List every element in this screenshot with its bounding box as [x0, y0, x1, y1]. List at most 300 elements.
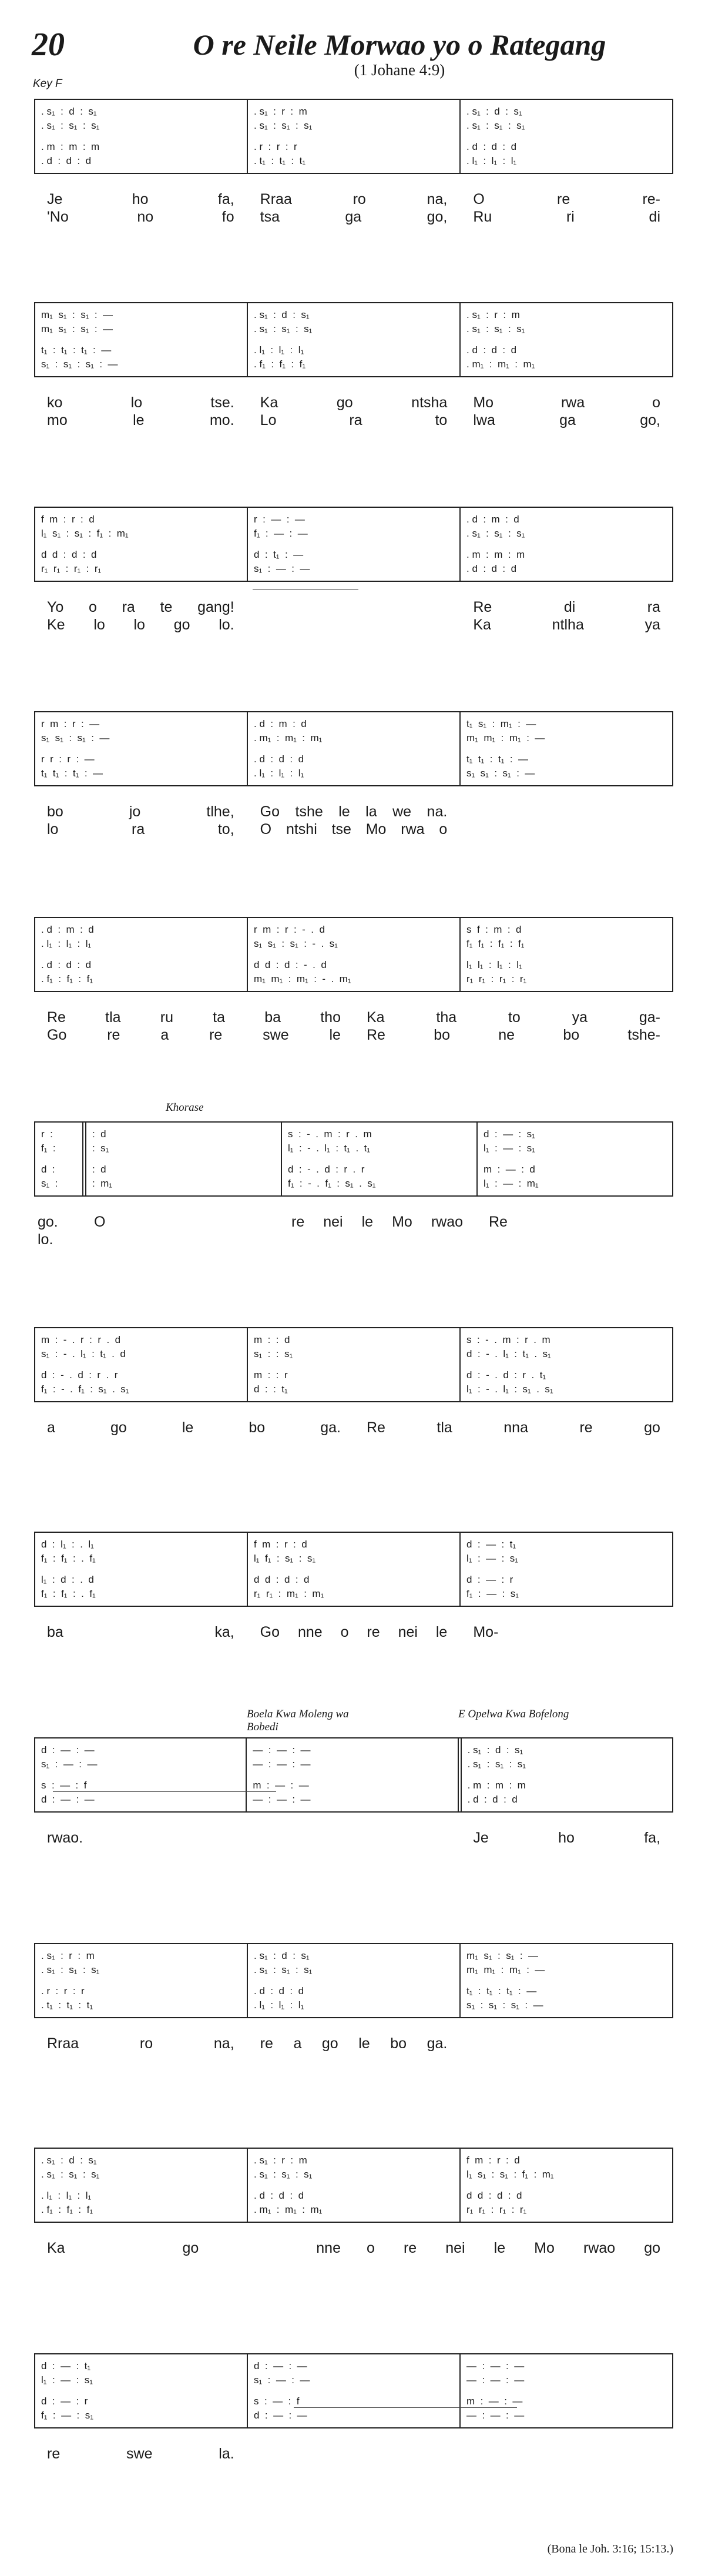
voice-row: s₁ : s₁ : s₁ : —: [466, 1999, 543, 2011]
voice-row: . s₁ : d : s₁: [254, 1950, 310, 1961]
syllable: ho: [132, 191, 149, 207]
syllable: le: [182, 1419, 194, 1436]
voice-row: . d : m : d: [41, 924, 94, 935]
voice-row: t₁ s₁ : m₁ : —: [466, 718, 536, 729]
lyric-line: [34, 411, 673, 429]
syllable: bo: [47, 803, 63, 820]
syllable: nei: [323, 1214, 343, 1230]
voice-row: — : — : —: [466, 2360, 525, 2371]
footer-reference: (Bona le Joh. 3:16; 15:13.): [547, 2542, 673, 2555]
syllable: Mo: [392, 1214, 412, 1230]
syllable: ntsha: [411, 394, 448, 411]
voice-row: l₁ s₁ : s₁ : f₁ : m₁: [41, 528, 129, 539]
voice-row: d : - . d : r . r: [288, 1164, 365, 1175]
lyric-measure: [460, 190, 673, 208]
syllable: tsa: [260, 209, 280, 225]
lyric-measure: [247, 208, 461, 226]
measure: [82, 1123, 281, 1195]
voice-row: f₁ : f₁ : . f₁: [41, 1553, 96, 1564]
voice-row: . d : d : d: [254, 2190, 304, 2201]
lyric-measure: [34, 411, 247, 429]
lyric-measure: [460, 820, 673, 838]
syllable: O: [94, 1214, 106, 1230]
voice-row: . m₁ : m₁ : m₁: [254, 732, 323, 743]
voice-row: — : — : —: [253, 1794, 311, 1805]
lyric-measure: [247, 616, 461, 634]
voice-row: m : — : d: [484, 1164, 535, 1175]
syllable: swe: [126, 2446, 153, 2462]
syllable: go,: [640, 412, 660, 428]
voice-row: r m : r : —: [41, 718, 100, 729]
syllable: fa,: [217, 191, 234, 207]
syllable: ntshi: [286, 821, 317, 838]
lyric-measure: [34, 1026, 354, 1044]
syllable: Re: [47, 1009, 66, 1026]
syllable: lo.: [219, 617, 234, 633]
voice-row: r₁ r₁ : r₁ : r₁: [466, 973, 527, 984]
voice-row: d : : t₁: [254, 1384, 288, 1395]
syllable: le: [494, 2240, 506, 2256]
voice-row: s₁ : — : —: [254, 2374, 310, 2386]
syllable: to: [435, 412, 448, 428]
measure: [247, 918, 459, 991]
lyric-line: [34, 803, 673, 820]
measure: [459, 918, 672, 991]
voice-row: . l₁ : l₁ : l₁: [254, 768, 304, 779]
voice-row: . s₁ : s₁ : s₁: [254, 2169, 313, 2180]
syllable: ya: [644, 617, 660, 633]
syllable: o: [89, 599, 97, 615]
syllable: re: [260, 2035, 273, 2052]
syllable: Lo: [260, 412, 277, 428]
syllable: bo: [390, 2035, 407, 2052]
voice-row: s₁ : : s₁: [254, 1348, 293, 1359]
voice-row: . m : m : m: [466, 549, 525, 560]
lyric-measure: [34, 616, 247, 634]
syllable: O: [473, 191, 485, 207]
voice-row: . d : d : d: [254, 753, 304, 765]
measure: [459, 508, 672, 581]
measure: [35, 2149, 247, 2222]
voice-row: s₁ : - . l₁ : t₁ . d: [41, 1348, 126, 1359]
syllable: we: [392, 803, 412, 820]
syllable: ba: [264, 1009, 281, 1026]
lyric-line: [34, 1829, 673, 1847]
voice-row: s₁ s₁ : s₁ : —: [41, 732, 110, 743]
syllable: Go: [47, 1027, 67, 1043]
syllable: o: [652, 394, 660, 411]
lyric-measure: [460, 2035, 673, 2052]
measure: [247, 100, 459, 173]
voice-row: s : — : f: [254, 2396, 300, 2407]
syllable: tshe-: [627, 1027, 660, 1043]
syllable: gang!: [197, 599, 234, 615]
lyric-measure: [460, 1829, 673, 1847]
lyric-measure: [34, 1231, 81, 1248]
voice-row: t₁ : t₁ : t₁ : —: [466, 1985, 537, 1997]
measure: [247, 2354, 459, 2427]
voice-row: . s₁ : d : s₁: [254, 309, 310, 320]
syllable: ra: [122, 599, 135, 615]
voice-row: . d : d : d: [254, 1985, 304, 1997]
voice-row: . d : d : d: [467, 1794, 518, 1805]
voice-row: . d : d : d: [41, 155, 92, 166]
lyric-measure: [460, 803, 673, 820]
measure: [459, 2149, 672, 2222]
lyric-measure: [460, 598, 673, 616]
voice-row: : s₁: [92, 1143, 109, 1154]
syllable: re: [209, 1027, 223, 1043]
voice-row: l₁ : — : s₁: [466, 1553, 518, 1564]
syllable: ya: [572, 1009, 588, 1026]
voice-row: d : — : t₁: [466, 1539, 516, 1550]
measure: [459, 1533, 672, 1606]
lyric-line: [34, 2239, 673, 2257]
voice-row: m : : r: [254, 1369, 288, 1381]
voice-row: — : — : —: [253, 1744, 311, 1756]
voice-row: . s₁ : d : s₁: [41, 2155, 97, 2166]
staff-system-6: [34, 1121, 673, 1197]
voice-row: s : — : f: [41, 1780, 87, 1791]
measure: [35, 712, 247, 785]
key-signature: Key F: [33, 78, 62, 90]
lyric-line: [34, 1623, 673, 1641]
syllable: bo: [563, 1027, 580, 1043]
voice-row: m : — : —: [253, 1780, 309, 1791]
syllable: ri: [566, 209, 575, 225]
syllable: O: [260, 821, 272, 838]
voice-row: . s₁ : s₁ : s₁: [466, 120, 525, 131]
voice-row: l₁ : d : . d: [41, 1574, 94, 1585]
measure: [247, 303, 459, 376]
voice-row: d : — : r: [466, 1574, 513, 1585]
syllable: Ke: [47, 617, 65, 633]
lyric-line: [34, 1213, 673, 1231]
syllable: Mo: [473, 394, 494, 411]
lyric-measure: [354, 2239, 673, 2257]
voice-row: d : t₁ : —: [254, 549, 304, 560]
lyric-measure: [460, 616, 673, 634]
syllable: a: [47, 1419, 55, 1436]
staff-system-2: [34, 302, 673, 377]
syllable: Mo: [365, 821, 387, 838]
syllable: lo: [47, 821, 59, 838]
voice-row: r m : r : - . d: [254, 924, 325, 935]
voice-row: r₁ r₁ : r₁ : r₁: [41, 563, 102, 574]
voice-row: l₁ s₁ : s₁ : f₁ : m₁: [466, 2169, 554, 2180]
voice-row: . d : d : d: [466, 141, 517, 152]
lyric-measure: [247, 598, 461, 616]
lyric-measure: [247, 1623, 461, 1641]
measure: [247, 2149, 459, 2222]
syllable: ra: [132, 821, 145, 838]
voice-row: . m : m : m: [41, 141, 100, 152]
syllable: le: [358, 2035, 370, 2052]
syllable: di: [563, 599, 576, 615]
syllable: rwao: [583, 2240, 616, 2256]
syllable: lo.: [38, 1231, 53, 1248]
syllable: tse: [331, 821, 351, 838]
syllable: te: [160, 599, 173, 615]
syllable: lo: [93, 617, 105, 633]
syllable: Rraa: [47, 2035, 79, 2052]
measure: [35, 2354, 247, 2427]
voice-row: r r : r : —: [41, 753, 95, 765]
syllable: la.: [219, 2446, 234, 2462]
syllable: a: [293, 2035, 302, 2052]
voice-row: . r : r : r: [41, 1985, 85, 1997]
voice-row: m₁ m₁ : m₁ : - . m₁: [254, 973, 351, 984]
syllable: nei: [398, 1624, 418, 1640]
syllable: re: [367, 1624, 380, 1640]
syllable: ga.: [427, 2035, 448, 2052]
voice-row: d : — : —: [254, 2410, 307, 2421]
lyric-line: [34, 208, 673, 226]
syllable: Je: [47, 191, 63, 207]
voice-row: . f₁ : f₁ : f₁: [41, 2204, 93, 2215]
syllable: tlhe,: [206, 803, 234, 820]
voice-row: m₁ s₁ : s₁ : —: [41, 323, 113, 334]
voice-row: . d : d : d: [466, 344, 517, 356]
syllable: ga-: [639, 1009, 660, 1026]
measure: [35, 303, 247, 376]
syllable: ka,: [214, 1624, 234, 1640]
lyric-measure: [476, 1213, 673, 1231]
syllable: ba: [47, 1624, 63, 1640]
staff-system-11: [34, 2148, 673, 2223]
lyric-line: [34, 820, 673, 838]
voice-row: m₁ s₁ : s₁ : —: [466, 1950, 539, 1961]
syllable: go.: [38, 1214, 58, 1230]
voice-row: r₁ r₁ : m₁ : m₁: [254, 1588, 324, 1599]
syllable: ru: [160, 1009, 173, 1026]
voice-row: : d: [92, 1164, 106, 1175]
measure: [35, 1328, 247, 1401]
syllable: to: [508, 1009, 521, 1026]
voice-row: . r : r : r: [254, 141, 297, 152]
syllable: ntlha: [552, 617, 584, 633]
voice-row: f₁ : — : s₁: [466, 1588, 519, 1599]
voice-row: . s₁ : s₁ : s₁: [254, 323, 313, 334]
syllable: re: [557, 191, 570, 207]
voice-row: d d : d : - . d: [254, 959, 327, 970]
syllable: rwa: [560, 394, 585, 411]
lyric-measure: [34, 208, 247, 226]
voice-row: r :: [41, 1128, 53, 1140]
voice-row: l₁ : - . l₁ : t₁ . t₁: [288, 1143, 371, 1154]
voice-row: f₁ :: [41, 1143, 56, 1154]
syllable: Mo: [534, 2240, 555, 2256]
lyric-measure: [34, 1419, 354, 1436]
syllable: nne: [316, 2240, 341, 2256]
syllable: na,: [213, 2035, 234, 2052]
voice-row: . m₁ : m₁ : m₁: [254, 2204, 323, 2215]
lyric-measure: [34, 1623, 247, 1641]
syllable: la: [365, 803, 377, 820]
first-ending-marker: Boela Kwa Moleng wa Bobedi: [247, 1708, 349, 1733]
syllable: go: [321, 2035, 338, 2052]
lyric-measure: [247, 394, 461, 411]
lyric-measure: [247, 2445, 461, 2463]
lyric-measure: [247, 1829, 461, 1847]
measure: [476, 1123, 672, 1195]
voice-row: . s₁ : s₁ : s₁: [466, 528, 525, 539]
lyric-measure: [34, 2445, 247, 2463]
syllable: Ru: [473, 209, 492, 225]
voice-row: . s₁ : r : m: [254, 2155, 307, 2166]
lyric-line: [34, 1419, 673, 1436]
voice-row: d : — : t₁: [41, 2360, 91, 2371]
syllable: tla: [105, 1009, 121, 1026]
lyric-measure: [34, 598, 247, 616]
slur-line: [53, 1791, 276, 1792]
syllable: Re: [367, 1027, 385, 1043]
staff-system-10: [34, 1943, 673, 2018]
syllable: le: [133, 412, 145, 428]
syllable: ro: [352, 191, 366, 207]
measure: [247, 1533, 459, 1606]
voice-row: d : — : s₁: [484, 1128, 535, 1140]
voice-row: . s₁ : s₁ : s₁: [41, 2169, 100, 2180]
voice-row: d : - . d : r . t₁: [466, 1369, 546, 1381]
staff-system-8: [34, 1532, 673, 1607]
voice-row: s : - . m : r . m: [466, 1334, 550, 1345]
voice-row: f m : r : d: [466, 2155, 520, 2166]
syllable: nne: [297, 1624, 323, 1640]
syllable: rwao: [431, 1214, 463, 1230]
lyric-measure: [34, 1009, 354, 1026]
voice-row: . f₁ : f₁ : f₁: [254, 359, 306, 370]
voice-row: r : — : —: [254, 514, 305, 525]
voice-row: f₁ : - . f₁ : s₁ . s₁: [288, 1178, 376, 1189]
syllable: Re: [489, 1214, 508, 1230]
lyric-measure: [34, 190, 247, 208]
lyric-measure: [460, 411, 673, 429]
syllable: Rraa: [260, 191, 292, 207]
voice-row: . s₁ : r : m: [254, 106, 307, 117]
syllable: tha: [436, 1009, 457, 1026]
syllable: o: [439, 821, 448, 838]
lyric-measure: [247, 190, 461, 208]
measure: [35, 1738, 246, 1811]
syllable: ra: [647, 599, 661, 615]
voice-row: . s₁ : s₁ : s₁: [254, 120, 313, 131]
syllable: Ka: [47, 2240, 65, 2256]
voice-row: . d : m : d: [254, 718, 307, 729]
staff-system-5: [34, 917, 673, 992]
voice-row: t₁ t₁ : t₁ : —: [41, 768, 103, 779]
syllable: na,: [427, 191, 448, 207]
voice-row: m₁ m₁ : m₁ : —: [466, 732, 545, 743]
measure: [35, 918, 247, 991]
lyric-measure: [34, 820, 247, 838]
lyric-measure: [34, 803, 247, 820]
syllable: mo.: [209, 412, 234, 428]
voice-row: s f : m : d: [466, 924, 522, 935]
staff-system-1: [34, 99, 673, 174]
syllable: lo: [130, 394, 143, 411]
syllable: tse.: [210, 394, 234, 411]
lyric-measure: [278, 1213, 476, 1231]
syllable: to,: [217, 821, 234, 838]
voice-row: . s₁ : d : s₁: [466, 106, 522, 117]
voice-row: f₁ : f₁ : . f₁: [41, 1588, 96, 1599]
slur-line: [253, 589, 358, 590]
syllable: swe: [263, 1027, 289, 1043]
syllable: Ka: [473, 617, 491, 633]
voice-row: . m : m : m: [467, 1780, 526, 1791]
lyric-measure: [34, 2239, 354, 2257]
measure: [35, 1123, 82, 1195]
voice-row: d :: [41, 1164, 55, 1175]
lyric-measure: [460, 208, 673, 226]
voice-row: l₁ : — : s₁: [41, 2374, 93, 2386]
lyric-measure: [278, 1231, 476, 1248]
voice-row: m : — : —: [466, 2396, 523, 2407]
syllable: lo: [133, 617, 145, 633]
voice-row: m₁ s₁ : s₁ : —: [41, 309, 113, 320]
voice-row: . s₁ : r : m: [466, 309, 520, 320]
syllable: no: [137, 209, 154, 225]
voice-row: . s₁ : s₁ : s₁: [41, 120, 100, 131]
syllable: go: [173, 617, 190, 633]
measure: [247, 508, 459, 581]
syllable: re: [403, 2240, 417, 2256]
measure: [35, 1944, 247, 2017]
voice-row: . s₁ : r : m: [41, 1950, 95, 1961]
staff-system-7: [34, 1327, 673, 1402]
measure: [247, 1944, 459, 2017]
voice-row: . t₁ : t₁ : t₁: [254, 155, 306, 166]
slur-line: [294, 2407, 517, 2408]
measure: [35, 508, 247, 581]
staff-system-3: [34, 507, 673, 582]
syllable: nei: [445, 2240, 465, 2256]
voice-row: . l₁ : l₁ : l₁: [254, 344, 304, 356]
voice-row: s₁ : — : —: [254, 563, 310, 574]
voice-row: l₁ l₁ : l₁ : l₁: [466, 959, 522, 970]
voice-row: . t₁ : t₁ : t₁: [41, 1999, 93, 2011]
voice-row: s₁ s₁ : s₁ : - . s₁: [254, 938, 338, 949]
syllable: Mo-: [473, 1624, 499, 1640]
syllable: Yo: [47, 599, 64, 615]
syllable: Go: [260, 1624, 280, 1640]
syllable: 'No: [47, 209, 69, 225]
syllable: ga: [559, 412, 576, 428]
lyric-line: [34, 1009, 673, 1026]
voice-row: — : — : —: [466, 2410, 525, 2421]
lyric-measure: [354, 1026, 673, 1044]
syllable: le: [329, 1027, 341, 1043]
syllable: tla: [437, 1419, 452, 1436]
lyric-line: [34, 1231, 673, 1248]
voice-row: s : - . m : r . m: [288, 1128, 372, 1140]
voice-row: r₁ r₁ : r₁ : r₁: [466, 2204, 527, 2215]
syllable: ho: [558, 1830, 575, 1846]
syllable: ro: [139, 2035, 153, 2052]
syllable: rwa: [401, 821, 425, 838]
voice-row: d d : d : d: [466, 2190, 522, 2201]
second-ending-marker: E Opelwa Kwa Bofelong: [458, 1708, 569, 1720]
syllable: re: [291, 1214, 305, 1230]
voice-row: . l₁ : l₁ : l₁: [41, 2190, 92, 2201]
syllable: go: [336, 394, 353, 411]
lyric-measure: [460, 394, 673, 411]
voice-row: . d : d : d: [41, 959, 92, 970]
lyric-measure: [34, 1213, 81, 1231]
voice-row: . m₁ : m₁ : m₁: [466, 359, 535, 370]
syllable: re-: [642, 191, 660, 207]
